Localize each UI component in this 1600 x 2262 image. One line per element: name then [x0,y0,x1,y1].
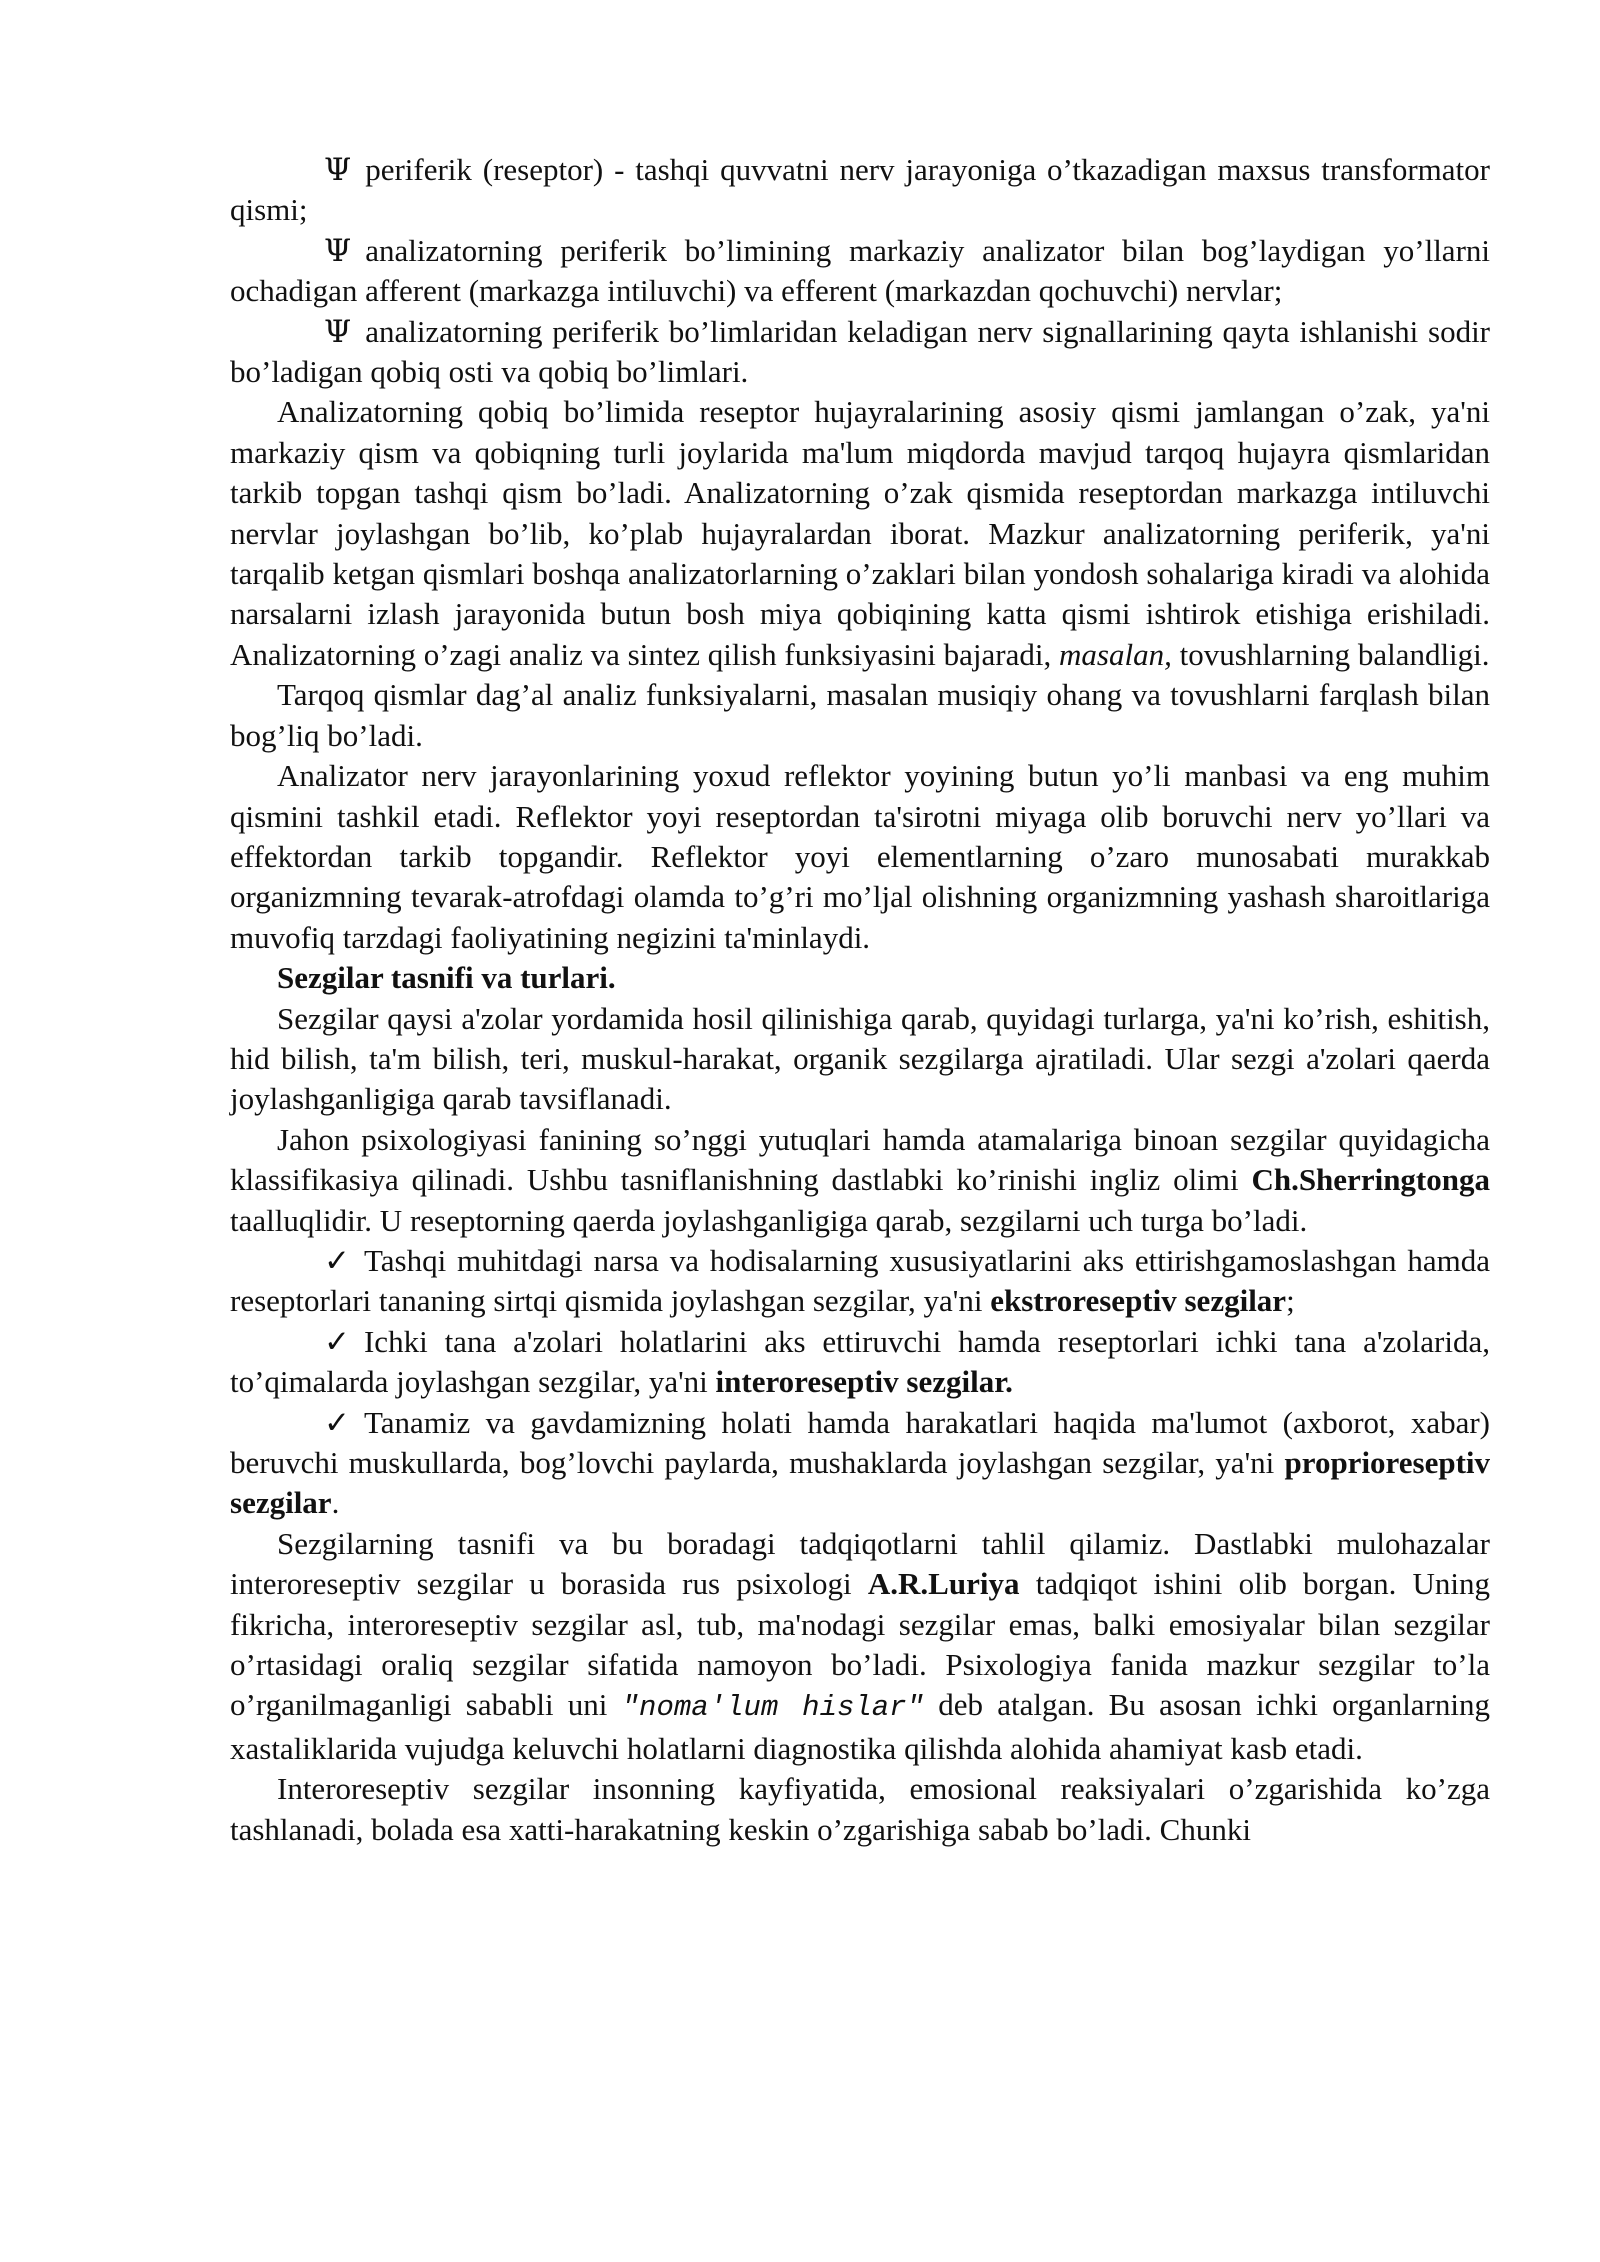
italic-text: masalan, [1059,636,1172,672]
check-item-proprioreseptiv [230,1403,1490,1524]
paragraph-text: analizatorning periferik bo’limining markaziy analizator bilan bog’laydigan yo’llarni ochadigan afferent (markazga intiluvchi) va efferent (markazdan qochuvchi) nervlar; [230,232,1490,309]
paragraph-text: deb atalgan. Bu asosan ichki organlarning xastaliklarida vujudga keluvchi holatlarni diagnostika qilishda alohida ahamiyat kasb etadi. [230,1687,1491,1766]
check-item-interoreseptiv [230,1322,1490,1403]
paragraph-text: Sezgilarning tasnifi va bu boradagi tadqiqotlarni tahlil qilamiz. Dastlabki mulohazalar interoreseptiv sezgilar u borasida rus psixologi [230,1525,1490,1602]
paragraph-text: Analizator nerv jarayonlarining yoxud reflektor yoyining butun yo’li manbasi va eng muhim qismini tashkil etadi. Reflektor yoyi reseptordan ta'sirotni miyaga olib boruvchi nerv yo’llari va effektordan tarkib topgandir. Reflektor yoyi elementlarning o’zaro munosabati murakkab organizmning tevarak-atrofdagi olamda to’g’ri mo’ljal olishning organizmning yashash sharoitlariga muvofiq tarzdagi faoliyatining negizini ta'minlaydi. [230,758,1490,955]
punctuation: ; [1286,1283,1295,1319]
bold-name: A.R.Luriya [867,1566,1020,1602]
paragraph-interoreseptiv-kayfiyat [230,1769,1490,1850]
bold-term: proprioreseptiv sezgilar [230,1445,1491,1521]
italic-quote: "noma'lum hislar" [621,1691,924,1725]
paragraph-sezgilar-turlari [230,999,1490,1120]
paragraph-text: Sezgilar qaysi a'zolar yordamida hosil qilinishiga qarab, quyidagi turlarga, ya'ni ko’rish, eshitish, hid bilish, ta'm bilish, teri, muskul-harakat, organik sezgilarga ajratiladi. Ular sezgi a'zolari qaerda joylashganligiga qarab tavsiflanadi. [230,1000,1490,1117]
paragraph-text: Tashqi muhitdagi narsa va hodisalarning xususiyatlarini aks ettirishgamoslashgan hamda reseptorlari tananing sirtqi qismida joylashgan sezgilar, ya'ni [230,1242,1490,1319]
bold-term: ekstroreseptiv sezgilar [990,1283,1287,1319]
document-page [230,150,1490,1850]
paragraph-luriya [230,1524,1490,1769]
paragraph-reflektor-yoyi [230,756,1490,958]
heading-text: Sezgilar tasnifi va turlari. [277,960,616,996]
check-item-ekstroreseptiv [230,1241,1490,1322]
paragraph-text: Interoreseptiv sezgilar insonning kayfiyatida, emosional reaksiyalari o’zgarishida ko’zga tashlanadi, bolada esa xatti-harakatning keskin o’zgarishiga sabab bo’ladi. Chunki [230,1771,1490,1847]
check-mark-icon: ✓ [324,1404,350,1441]
bold-term: interoreseptiv sezgilar. [715,1364,1013,1400]
bullet-qobiq [230,312,1490,393]
paragraph-text: analizatorning periferik bo’limlaridan keladigan nerv signallarining qayta ishlanishi sodir bo’ladigan qobiq osti va qobiq bo’limlari. [230,313,1490,390]
bullet-periferik [230,150,1490,231]
paragraph-text: Jahon psixologiyasi fanining so’nggi yutuqlari hamda atamalariga binoan sezgilar quyidagicha klassifikasiya qilinadi. Ushbu tasniflanishning dastlabki ko’rinishi ingliz olimi [230,1121,1490,1198]
paragraph-tarqoq-qismlar [230,675,1490,756]
paragraph-qobiq-bolimi [230,392,1490,675]
paragraph-text: Tanamiz va gavdamizning holati hamda harakatlari haqida ma'lumot (axborot, xabar) beruvchi muskullarda, bog’lovchi paylarda, mushaklarda joylashgan sezgilar, ya'ni [230,1404,1490,1480]
paragraph-text: Analizatorning qobiq bo’limida reseptor hujayralarining asosiy qismi jamlangan o’zak, ya'ni markaziy qism va qobiqning turli joylarida ma'lum miqdorda mavjud tarqoq hujayra qismlaridan tarkib topgan tashqi qism bo’ladi. Analizatorning o’zak qismida reseptordan markazga intiluvchi nervlar joylashgan bo’lib, ko’plab hujayralardan iborat. Mazkur analizatorning periferik, ya'ni tarqalib ketgan qismlari boshqa analizatorlarning o’zaklari bilan yondosh sohalariga kiradi va alohida narsalarni izlash jarayonida butun bosh miya qobiqining katta qismi ishtirok etishiga erishiladi. Analizatorning o’zagi analiz va sintez qilish funksiyasini bajaradi, [230,394,1490,672]
paragraph-text: Ichki tana a'zolari holatlarini aks ettiruvchi hamda reseptorlari ichki tana a'zolarida, to’qimalarda joylashgan sezgilar, ya'ni [230,1323,1490,1400]
psi-bullet-icon: Ψ [324,232,352,269]
paragraph-text: taalluqlidir. U reseptorning qaerda joylashganligiga qarab, sezgilarni uch turga bo’ladi. [230,1202,1308,1238]
paragraph-text: periferik (reseptor) - tashqi quvvatni nerv jarayoniga o’tkazadigan maxsus transformator qismi; [230,152,1490,228]
bullet-afferent-efferent [230,231,1490,312]
check-mark-icon: ✓ [324,1323,350,1360]
psi-bullet-icon: Ψ [324,313,352,350]
punctuation: . [331,1485,340,1521]
paragraph-klassifikasiya [230,1120,1490,1241]
paragraph-text: Tarqoq qismlar dag’al analiz funksiyalarni, masalan musiqiy ohang va tovushlarni farqlash bilan bog’liq bo’ladi. [230,677,1490,753]
bold-name: Ch.Sherringtonga [1251,1162,1490,1198]
section-heading [230,958,1490,998]
paragraph-text: tadqiqot ishini olib borgan. Uning fikricha, interoreseptiv sezgilar asl, tub, ma'nodagi sezgilar emas, balki emosiyalar bilan sezgilar o’rtasidagi oraliq sezgilar sifatida namoyon bo’ladi. Psixologiya fanida mazkur sezgilar to’la o’rganilmaganligi sababli uni [230,1566,1491,1723]
paragraph-text: tovushlarning balandligi. [1179,636,1490,672]
check-mark-icon: ✓ [324,1242,350,1279]
psi-bullet-icon: Ψ [324,152,352,188]
